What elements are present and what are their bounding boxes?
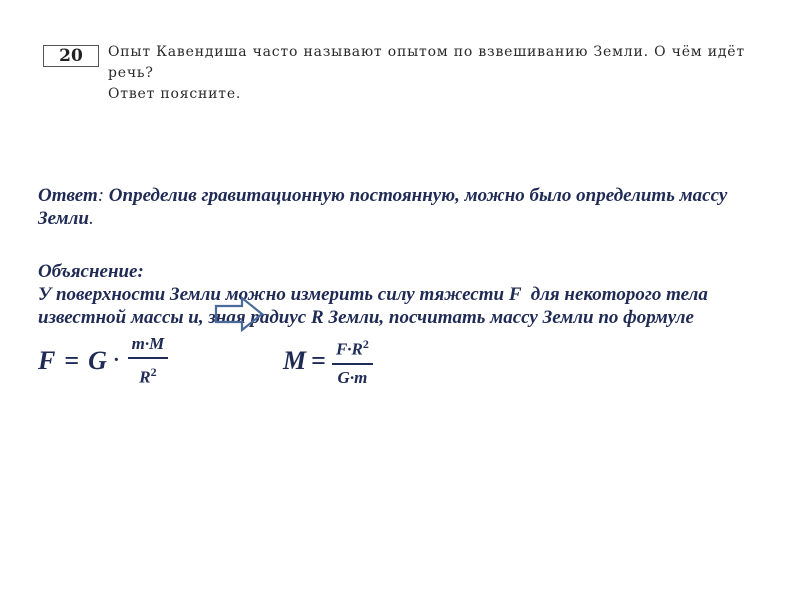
explanation-line-2-text-b: Земли, посчитать массу Земли по формуле [323, 307, 694, 328]
right-arrow-icon [214, 296, 264, 332]
formula2-fraction [332, 333, 373, 389]
formula1-den-exp: 2 [150, 365, 157, 379]
explanation-heading: Объяснение: [38, 261, 144, 282]
variable-R: R [311, 307, 324, 328]
answer-label: Ответ [38, 185, 98, 206]
formula1-G: G [88, 345, 107, 375]
variable-F: F [508, 284, 522, 305]
explanation-line-1 [38, 283, 778, 306]
formula2-num-exp: 2 [362, 337, 369, 351]
explanation-line-2 [38, 306, 778, 329]
formula2-denominator: G·m [337, 367, 368, 387]
formula1-den-base: R [139, 367, 151, 387]
formula2-equals: = [311, 345, 326, 375]
gravity-force-formula [38, 333, 168, 389]
formula1-dot: · [112, 349, 120, 372]
explanation-line-1-text-b: для некоторого тела [521, 284, 708, 305]
question-text [108, 42, 788, 105]
answer-colon: : [97, 185, 105, 206]
question-number-box [43, 45, 99, 67]
explanation-line-2-text-a: известной массы и, зная радиус [38, 307, 311, 328]
question-line-1: Опыт Кавендиша часто называют опытом по взвешиванию Земли. О чём идёт речь? [108, 44, 745, 81]
earth-mass-formula [283, 333, 373, 389]
formula1-lhs: F [38, 345, 56, 375]
formula1-equals: = [64, 345, 80, 375]
formula2-num-base: F·R [335, 339, 363, 359]
answer-block [38, 184, 778, 230]
explanation-block [38, 260, 778, 329]
formula1-numerator: m·M [128, 333, 169, 359]
question-number: 20 [59, 46, 83, 66]
formula1-denominator [139, 359, 156, 389]
formula1-fraction [128, 333, 169, 389]
explanation-line-1-text-a: У поверхности Земли можно измерить силу тяжести [38, 284, 509, 305]
formula2-numerator [332, 333, 373, 365]
answer-period: . [88, 208, 94, 229]
question-line-2: Ответ поясните. [108, 86, 242, 102]
answer-text: Определив гравитационную постоянную, можно было определить массу Земли [38, 185, 728, 229]
formula2-lhs: M [283, 345, 307, 375]
